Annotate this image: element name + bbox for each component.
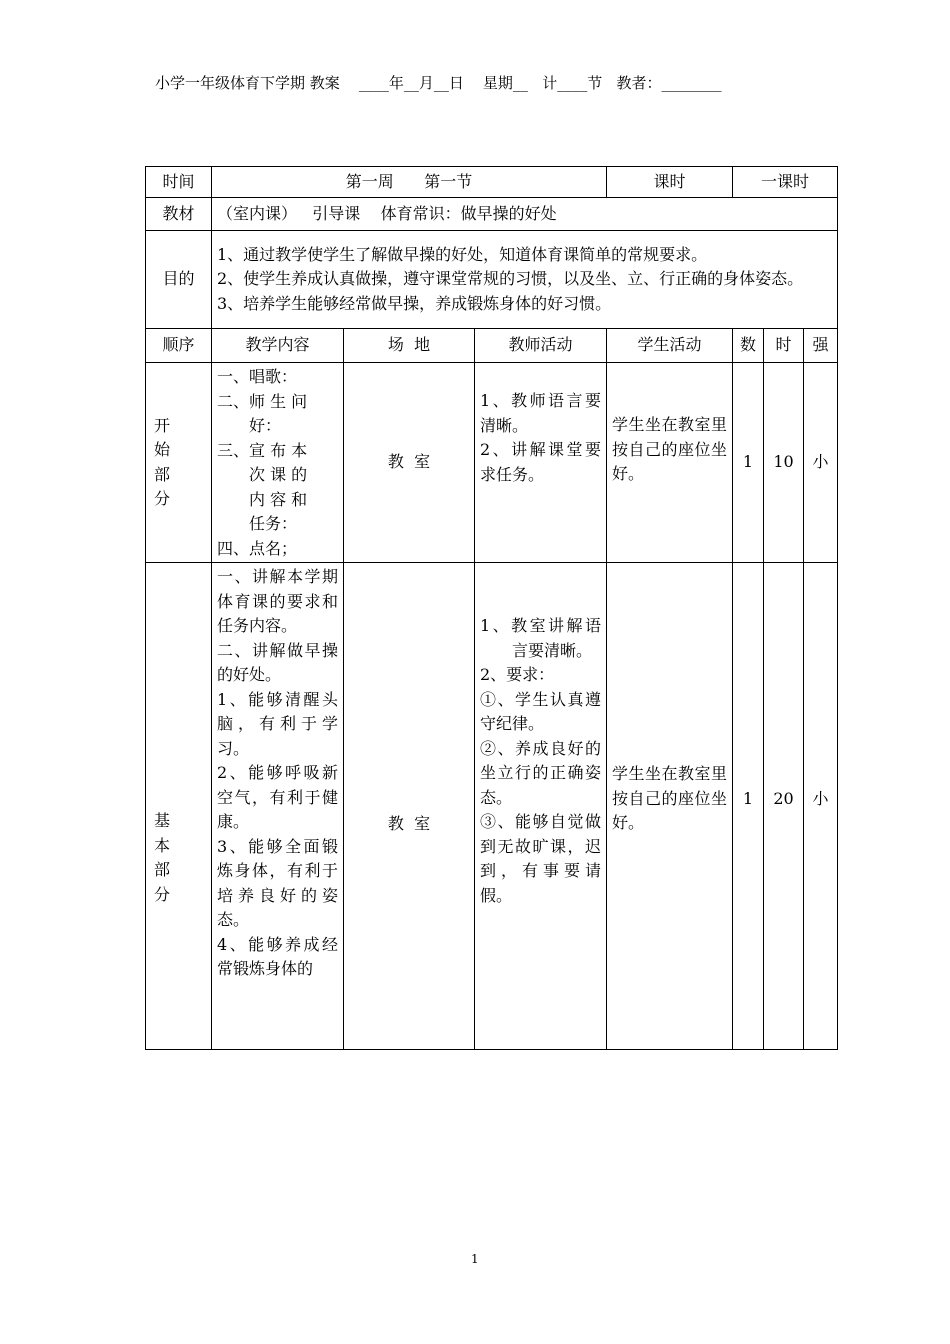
intensity-cell: 小 [804,363,838,563]
col-header-teacher: 教师活动 [475,329,607,363]
count-cell: 1 [733,563,764,1050]
period-value: 一课时 [733,167,838,198]
lesson-plan-table [145,166,838,1050]
page-number: 1 [471,1252,479,1266]
col-header-count: 数 [733,329,764,363]
table-row [146,363,838,563]
goal-label: 目的 [146,231,212,329]
teacher-cell: 1、教师语言要清晰。 2、讲解课堂要求任务。 [475,363,607,563]
time-label: 时间 [146,167,212,198]
col-header-student: 学生活动 [607,329,733,363]
goal-item: 3、培养学生能够经常做早操，养成锻炼身体的好习惯。 [217,293,612,313]
duration-cell: 10 [764,363,804,563]
table-row [146,563,838,1050]
section-label: 基 本 部 分 [146,563,212,1050]
col-header-intensity: 强 [804,329,838,363]
venue-cell: 教 室 [344,563,475,1050]
col-header-venue: 场 地 [344,329,475,363]
content-cell: 一、唱歌： 二、师 生 问 好： 三、宣 布 本 次 课 的 内 容 和 任务： 四、点名； [212,363,344,563]
teacher-cell: 1、教室讲解语言要清晰。 2、要求： ①、学生认真遵守纪律。 ②、养成良好的坐立行的正确姿态。 ③、能够自觉做到无故旷课，迟到，有事要请假。 [475,563,607,1050]
goal-item: 1、通过教学使学生了解做早操的好处，知道体育课简单的常规要求。 [217,244,708,264]
count-cell: 1 [733,363,764,563]
col-header-order: 顺序 [146,329,212,363]
material-value: （室内课） 引导课 体育常识：做早操的好处 [212,198,838,231]
time-value: 第一周 第一节 [212,167,607,198]
student-cell: 学生坐在教室里按自己的座位坐好。 [607,363,733,563]
section-label: 开 始 部 分 [146,363,212,563]
col-header-content: 教学内容 [212,329,344,363]
intensity-cell: 小 [804,563,838,1050]
duration-cell: 20 [764,563,804,1050]
student-cell: 学生坐在教室里按自己的座位坐好。 [607,563,733,1050]
material-label: 教材 [146,198,212,231]
goals-cell [212,231,838,329]
page-header: 小学一年级体育下学期 教案 ____年__月__日 星期__ 计____节 教者：________ [155,74,722,92]
goal-item: 2、使学生养成认真做操，遵守课堂常规的习惯，以及坐、立、行正确的身体姿态。 [217,269,804,289]
period-label: 课时 [607,167,733,198]
venue-cell: 教 室 [344,363,475,563]
col-header-time: 时 [764,329,804,363]
content-cell: 一、讲解本学期体育课的要求和任务内容。 二、讲解做早操的好处。 1、能够清醒头脑，有利于学习。 2、能够呼吸新空气，有利于健康。 3、能够全面锻炼身体，有利于培养良好的姿态。 4、能够养成经常锻炼身体的 [212,563,344,1050]
